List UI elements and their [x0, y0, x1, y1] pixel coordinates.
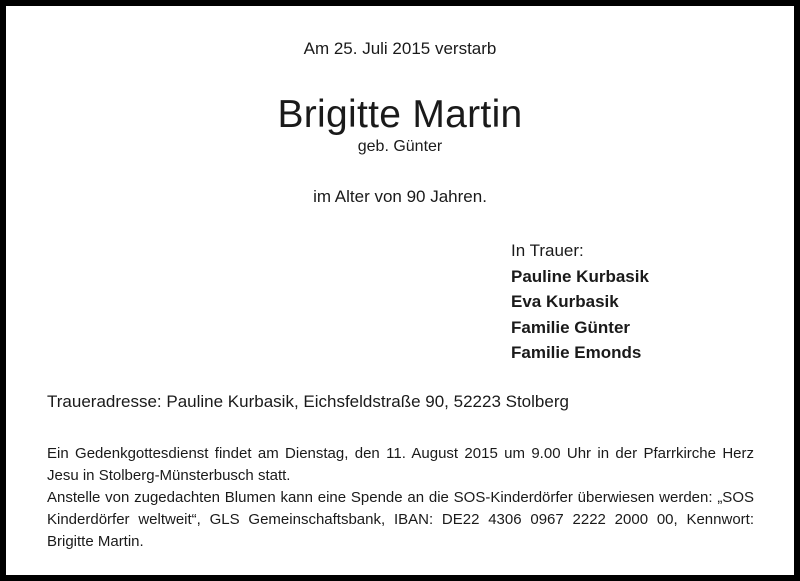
mourners-label: In Trauer: [511, 241, 584, 260]
maiden-name: geb. Günter [357, 138, 443, 155]
death-date-line: Am 25. Juli 2015 verstarb [303, 39, 497, 58]
mourning-address: Traueradresse: Pauline Kurbasik, Eichsfeldstraße 90, 52223 Stolberg [47, 392, 569, 411]
age-line: im Alter von 90 Jahren. [313, 187, 487, 206]
mourner-name: Familie Emonds [511, 343, 642, 362]
deceased-name: Brigitte Martin [277, 93, 523, 136]
mourners-block [511, 238, 649, 366]
memorial-service-paragraph: Ein Gedenkgottesdienst findet am Dienstag, den 11. August 2015 um 9.00 Uhr in der Pfarrkirche Herz Jesu in Stolberg-Münsterbusch statt. [47, 445, 754, 484]
donation-paragraph: Anstelle von zugedachten Blumen kann eine Spende an die SOS-Kinderdörfer überwiesen werden: „SOS Kinderdörfer weltweit“, GLS Gemeinschaftsbank, IBAN: DE22 4306 0967 2222 2000 00, Kennwort: Brigitte Martin. [47, 489, 754, 550]
mourner-name: Pauline Kurbasik [511, 266, 649, 286]
obituary-card [6, 6, 794, 575]
notice-text [47, 443, 754, 553]
mourner-name: Familie Günter [511, 317, 631, 337]
mourner-name: Eva Kurbasik [511, 292, 619, 311]
